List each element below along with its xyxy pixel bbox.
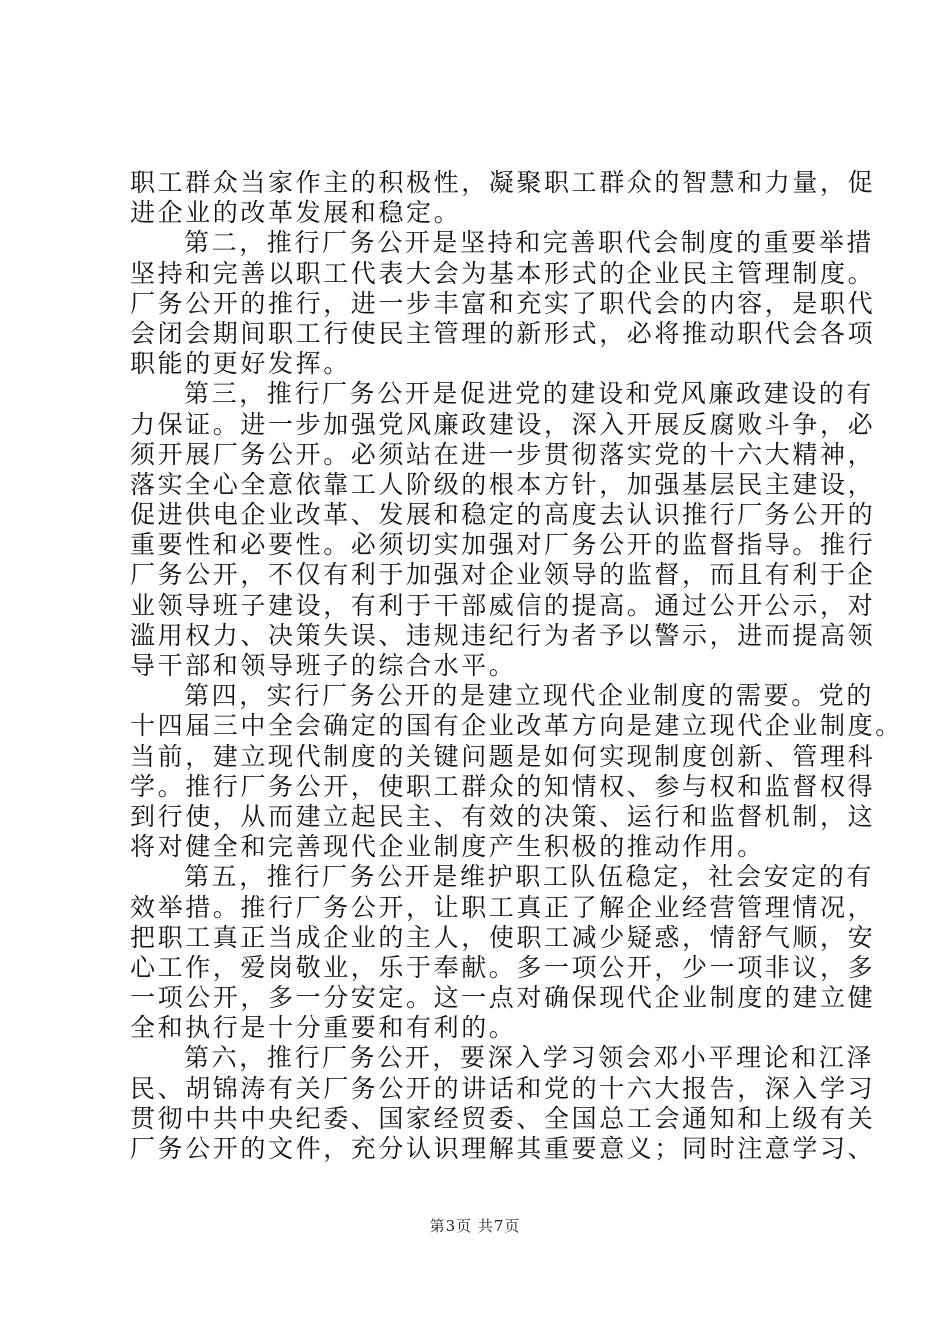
paragraph-line: 坚持和完善以职工代表大会为基本形式的企业民主管理制度。 bbox=[130, 258, 876, 288]
paragraph-line: 一项公开，多一分安定。这一点对确保现代企业制度的建立健 bbox=[130, 983, 876, 1013]
paragraph-first-line: 第二，推行厂务公开是坚持和完善职代会制度的重要举措 bbox=[184, 228, 875, 258]
paragraph-line: 十四届三中全会确定的国有企业改革方向是建立现代企业制度。 bbox=[130, 711, 903, 741]
page-number-footer: 第3页 共7页 bbox=[429, 1217, 521, 1235]
paragraph-line: 进企业的改革发展和稳定。 bbox=[130, 198, 462, 228]
paragraph-line: 当前，建立现代制度的关键问题是如何实现制度创新、管理科 bbox=[130, 741, 876, 771]
paragraph-line: 职能的更好发挥。 bbox=[130, 349, 351, 379]
paragraph-line: 民、胡锦涛有关厂务公开的讲话和党的十六大报告，深入学习 bbox=[130, 1073, 876, 1103]
paragraph-line: 贯彻中共中央纪委、国家经贸委、全国总工会通知和上级有关 bbox=[130, 1103, 876, 1133]
document-body bbox=[130, 168, 903, 1164]
paragraph-first-line: 第三，推行厂务公开是促进党的建设和党风廉政建设的有 bbox=[184, 379, 875, 409]
paragraph-line: 心工作，爱岗敬业，乐于奉献。多一项公开，少一项非议，多 bbox=[130, 952, 876, 982]
paragraph-line: 落实全心全意依靠工人阶级的根本方针，加强基层民主建设， bbox=[130, 469, 876, 499]
paragraph-line: 促进供电企业改革、发展和稳定的高度去认识推行厂务公开的 bbox=[130, 500, 876, 530]
paragraph-line: 业领导班子建设，有利于干部威信的提高。通过公开公示，对 bbox=[130, 590, 876, 620]
paragraph-line: 会闭会期间职工行使民主管理的新形式，必将推动职代会各项 bbox=[130, 318, 876, 348]
paragraph-line: 职工群众当家作主的积极性，凝聚职工群众的智慧和力量，促 bbox=[130, 168, 876, 197]
paragraph-line: 导干部和领导班子的综合水平。 bbox=[130, 651, 517, 680]
paragraph-line: 把职工真正当成企业的主人，使职工减少疑惑，情舒气顺，安 bbox=[130, 922, 876, 952]
paragraph-line: 力保证。进一步加强党风廉政建设，深入开展反腐败斗争，必 bbox=[130, 409, 876, 439]
paragraph-line: 学。推行厂务公开，使职工群众的知情权、参与权和监督权得 bbox=[130, 771, 876, 801]
paragraph-line: 滥用权力、决策失误、违规违纪行为者予以警示，进而提高领 bbox=[130, 620, 876, 650]
paragraph-first-line: 第五，推行厂务公开是维护职工队伍稳定，社会安定的有 bbox=[184, 862, 875, 892]
paragraph-line: 将对健全和完善现代企业制度产生积极的推动作用。 bbox=[130, 832, 765, 862]
paragraph-line: 重要性和必要性。必须切实加强对厂务公开的监督指导。推行 bbox=[130, 530, 876, 560]
paragraph-first-line: 第四，实行厂务公开的是建立现代企业制度的需要。党的 bbox=[184, 681, 875, 711]
paragraph-line: 效举措。推行厂务公开，让职工真正了解企业经营管理情况， bbox=[130, 892, 876, 922]
paragraph-line: 全和执行是十分重要和有利的。 bbox=[130, 1013, 517, 1043]
paragraph-line: 须开展厂务公开。必须站在进一步贯彻落实党的十六大精神， bbox=[130, 439, 876, 469]
paragraph-line: 厂务公开的推行，进一步丰富和充实了职代会的内容，是职代 bbox=[130, 288, 876, 318]
paragraph-line: 厂务公开的文件，充分认识理解其重要意义；同时注意学习、 bbox=[130, 1134, 876, 1163]
paragraph-first-line: 第六，推行厂务公开，要深入学习领会邓小平理论和江泽 bbox=[184, 1043, 875, 1073]
paragraph-line: 到行使，从而建立起民主、有效的决策、运行和监督机制，这 bbox=[130, 801, 876, 831]
paragraph-line: 厂务公开，不仅有利于加强对企业领导的监督，而且有利于企 bbox=[130, 560, 876, 590]
